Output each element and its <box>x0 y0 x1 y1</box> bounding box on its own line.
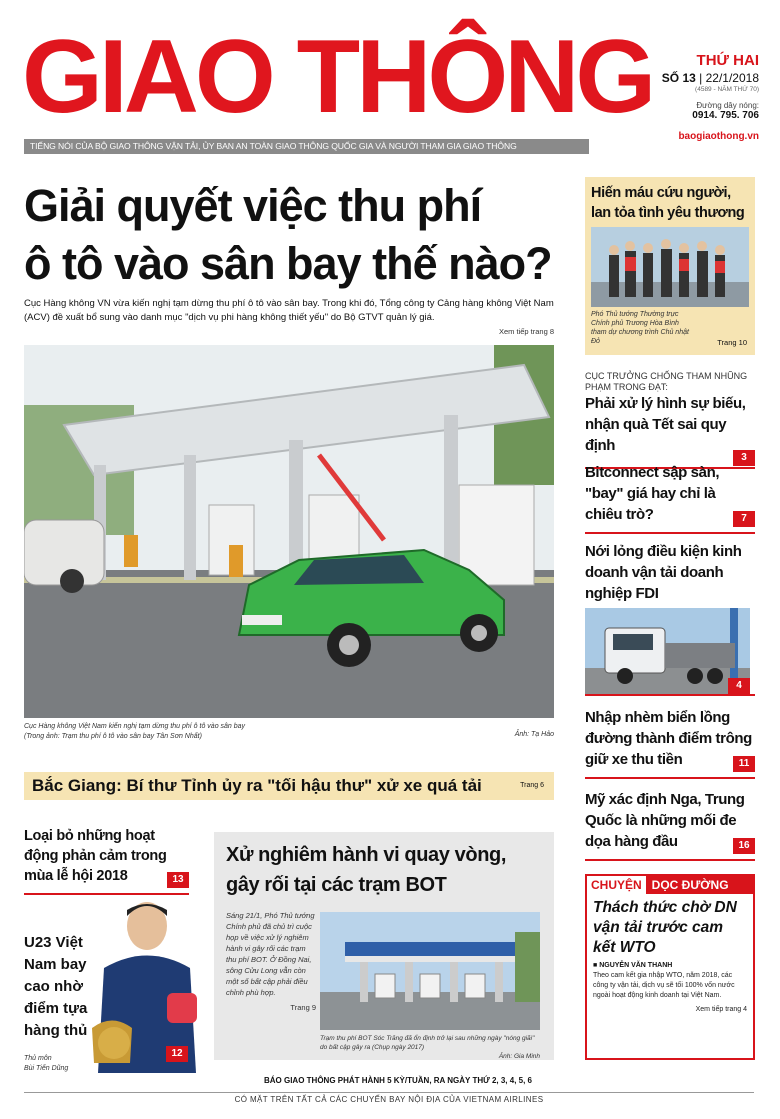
side-story-1[interactable] <box>585 371 755 469</box>
side-story-kicker: CỤC TRƯỞNG CHỐNG THAM NHŨNG PHẠM TRONG ĐẠT: <box>585 371 748 392</box>
side-story-5[interactable] <box>585 789 755 861</box>
bot-toll-illustration <box>320 912 540 1030</box>
side-story-rule <box>585 532 755 534</box>
bot-story-text <box>226 910 316 1013</box>
roadside-label-b: DỌC ĐƯỜNG <box>646 876 753 894</box>
truck-illustration <box>585 608 750 694</box>
issue-day: THỨ HAI <box>696 52 759 69</box>
side-story-rule <box>585 777 755 779</box>
issue-small: (4589 - NĂM THỨ 70) <box>695 86 759 93</box>
bot-caption-text: Trạm thu phí BOT Sóc Trăng đã ổn định trở lại sau những ngày "nóng giãi" do bất cập gây ra (Chụp ngày 2017) <box>320 1035 535 1051</box>
bot-photo-credit: Ảnh: Gia Minh <box>498 1053 540 1060</box>
side-story-4[interactable] <box>585 707 755 779</box>
website-link[interactable]: baogiaothong.vn <box>678 131 759 142</box>
main-caption-line-2: (Trong ảnh: Trạm thu phí ô tô vào sân bay Tân Sơn Nhất) <box>24 733 202 740</box>
issue-date: 22/1/2018 <box>705 71 759 85</box>
side-story-title: Mỹ xác định Nga, Trung Quốc là những mối đe dọa hàng đầu <box>585 791 745 850</box>
truck-photo <box>585 608 750 694</box>
side-story-rule <box>585 694 755 696</box>
roadside-story-title: Thách thức chờ DN vận tải trước cam kết WTO <box>593 899 737 956</box>
blood-donation-photo <box>591 227 749 307</box>
hotline-number: 0914. 795. 706 <box>692 110 759 121</box>
u23-caption-line-1: Thủ môn <box>24 1055 52 1062</box>
main-photo-toll-plaza-taxi <box>24 345 554 718</box>
footer-airline-note: CÓ MẶT TRÊN TẤT CẢ CÁC CHUYẾN BAY NỘI ĐỊA CỦA VIETNAM AIRLINES <box>24 1092 754 1106</box>
side-story-title: Nhập nhèm biển lồng đường thành điểm trông giữ xe thu tiền <box>585 709 752 768</box>
side-story-title: Phải xử lý hình sự biếu, nhận quà Tết sai quy định <box>585 395 746 454</box>
bot-story-title: Xử nghiêm hành vi quay vòng, gây rối tại các trạm BOT <box>226 844 506 896</box>
festival-story-rule <box>24 893 189 895</box>
issue-info <box>604 52 759 142</box>
u23-caption <box>24 1054 68 1074</box>
side-story-page: 3 <box>733 450 755 466</box>
roadside-story-text: Theo cam kết gia nhập WTO, năm 2018, các công ty vận tải, dịch vụ sẽ tối 100% vốn nước ngoài hoạt động kinh doanh tại Việt Nam. <box>593 972 735 999</box>
side-story-3[interactable] <box>585 541 755 696</box>
blood-donation-caption: Phó Thủ tướng Thường trực Chính phủ Trương Hòa Bình tham dự chương trình Chủ nhật Đỏ <box>591 311 689 345</box>
roadside-label-a: CHUYỆN <box>591 878 642 892</box>
roadside-readmore[interactable]: Xem tiếp trang 4 <box>695 1006 747 1013</box>
side-story-page: 11 <box>733 756 755 772</box>
side-story-rule <box>585 859 755 861</box>
main-lead-text: Cục Hàng không VN vừa kiến nghị tạm dừng thu phí ô tô vào sân bay. Trong khi đó, Tổng công ty Cảng hàng không Việt Nam (ACV) đề xuất bổ sung vào danh mục "dịch vụ phi hàng không thiết yếu" do Bộ GTVT quản lý giá. <box>24 298 554 323</box>
blood-donation-box[interactable] <box>585 177 755 355</box>
bac-giang-page: Trang 6 <box>520 782 544 789</box>
festival-story-title: Loại bỏ những hoạt động phản cảm trong mùa lễ hội 2018 <box>24 828 167 884</box>
roadside-story-header <box>587 876 753 894</box>
main-lead <box>24 297 554 339</box>
bot-photo-caption <box>320 1034 540 1061</box>
toll-plaza-illustration <box>24 345 554 718</box>
side-story-page: 7 <box>733 511 755 527</box>
main-headline-line-1: Giải quyết việc thu phí <box>24 180 482 231</box>
main-photo-caption <box>24 722 554 742</box>
side-story-2[interactable] <box>585 462 755 534</box>
side-story-title: Bitconnect sập sàn, "bay" giá hay chỉ là chiêu trò? <box>585 464 720 523</box>
roadside-author-name: NGUYỄN VĂN THANH <box>599 962 673 969</box>
blood-donation-page: Trang 10 <box>717 338 747 347</box>
crowd-illustration <box>591 227 749 307</box>
main-caption-line-1: Cục Hàng không Việt Nam kiến nghị tạm dừng thu phí ô tô vào sân bay <box>24 723 246 730</box>
main-headline[interactable] <box>24 177 569 293</box>
bot-story-body: Sáng 21/1, Phó Thủ tướng Chính phủ đã chủ trì cuộc họp về việc xử lý nghiêm hành vi gây rối các trạm thu phí BOT. Ở Đồng Nai, sông Cửu Long vẫn còn một số bất cập phải điều chỉnh phù hợp. <box>226 911 315 997</box>
bot-toll-photo <box>320 912 540 1030</box>
footer-publication-note: BÁO GIAO THÔNG PHÁT HÀNH 5 KỲ/TUẦN, RA NGÀY THỨ 2, 3, 4, 5, 6 <box>263 1076 532 1085</box>
side-story-page: 16 <box>733 838 755 854</box>
bac-giang-headline-bar[interactable] <box>24 772 554 800</box>
bac-giang-title: Bắc Giang: Bí thư Tỉnh ủy ra "tối hậu thư" xử xe quá tải <box>32 776 482 795</box>
side-story-title: Nới lỏng điều kiện kinh doanh vận tải doanh nghiệp FDI <box>585 543 742 602</box>
issue-number-label: SỐ 13 <box>661 71 696 85</box>
u23-story-page: 12 <box>166 1046 188 1062</box>
hotline-label: Đường dây nóng: <box>696 101 759 110</box>
issue-number: SỐ 13 | 22/1/2018 <box>661 71 759 85</box>
festival-story-page: 13 <box>167 872 189 888</box>
blood-donation-title: Hiến máu cứu người, lan tỏa tình yêu thương <box>591 185 745 221</box>
main-headline-line-2: ô tô vào sân bay thế nào? <box>24 238 552 289</box>
roadside-story-author: ■ NGUYỄN VĂN THANH <box>593 962 673 969</box>
side-story-page: 4 <box>728 678 750 694</box>
u23-story-title[interactable]: U23 Việt Nam bay cao nhờ điểm tựa hàng thủ <box>24 934 88 1039</box>
main-photo-credit: Ảnh: Tạ Hảo <box>514 731 554 738</box>
masthead-logo: GIAO THÔNG <box>22 19 653 135</box>
bot-story-page: Trang 9 <box>290 1003 316 1012</box>
festival-story[interactable] <box>24 826 189 895</box>
roadside-story-box[interactable] <box>585 874 755 1060</box>
masthead-tagline: TIẾNG NÓI CỦA BỘ GIAO THÔNG VẬN TẢI, ỦY BAN AN TOÀN GIAO THÔNG QUỐC GIA VÀ NGƯỜI THAM GIA GIAO THÔNG <box>24 139 589 154</box>
u23-caption-line-2: Bùi Tiến Dũng <box>24 1065 69 1072</box>
main-readmore[interactable]: Xem tiếp trang 8 <box>498 327 554 336</box>
bot-story-box[interactable] <box>214 832 554 1060</box>
